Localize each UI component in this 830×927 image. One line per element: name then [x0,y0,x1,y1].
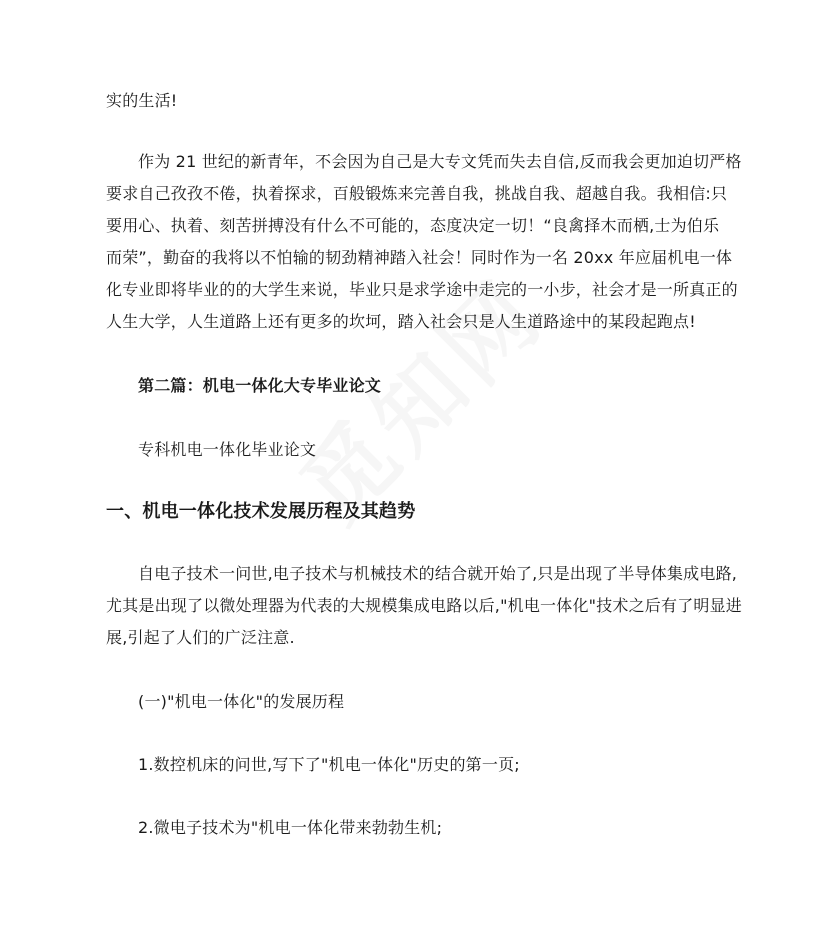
list-item: 2.微电子技术为"机电一体化带来勃勃生机; [138,818,443,837]
paragraph-line: 要用心、执着、刻苦拼搏没有什么不可能的，态度决定一切！“良禽择木而栖,士为伯乐 [106,216,720,235]
paragraph-line: 作为 21 世纪的新青年，不会因为自己是大专文凭而失去自信,反而我会更加迫切严格 [138,152,742,171]
paragraph-line: 展,引起了人们的广泛注意. [106,628,295,647]
subtitle: 专科机电一体化毕业论文 [138,440,317,459]
section-heading: 一、机电一体化技术发展历程及其趋势 [106,501,416,522]
paragraph-line: 而荣”，勤奋的我将以不怕输的韧劲精神踏入社会！同时作为一名 20xx 年应届机电一体 [106,248,733,267]
chapter-heading: 第二篇：机电一体化大专毕业论文 [138,376,382,395]
paragraph-continuation: 实的生活! [106,91,178,110]
paragraph-line: 自电子技术一问世,电子技术与机械技术的结合就开始了,只是出现了半导体集成电路, [138,564,738,583]
paragraph-line: 要求自己孜孜不倦，执着探求，百般锻炼来完善自我，挑战自我、超越自我。我相信:只 [106,184,728,203]
list-item: 1.数控机床的问世,写下了"机电一体化"历史的第一页; [138,755,520,774]
paragraph-line: 化专业即将毕业的的大学生来说，毕业只是求学途中走完的一小步，社会才是一所真正的 [106,280,738,299]
subsection-heading: (一)"机电一体化"的发展历程 [138,692,345,711]
paragraph-line: 尤其是出现了以微处理器为代表的大规模集成电路以后,"机电一体化"技术之后有了明显进 [106,596,743,615]
paragraph-line: 人生大学，人生道路上还有更多的坎坷，踏入社会只是人生道路途中的某段起跑点! [106,312,696,331]
